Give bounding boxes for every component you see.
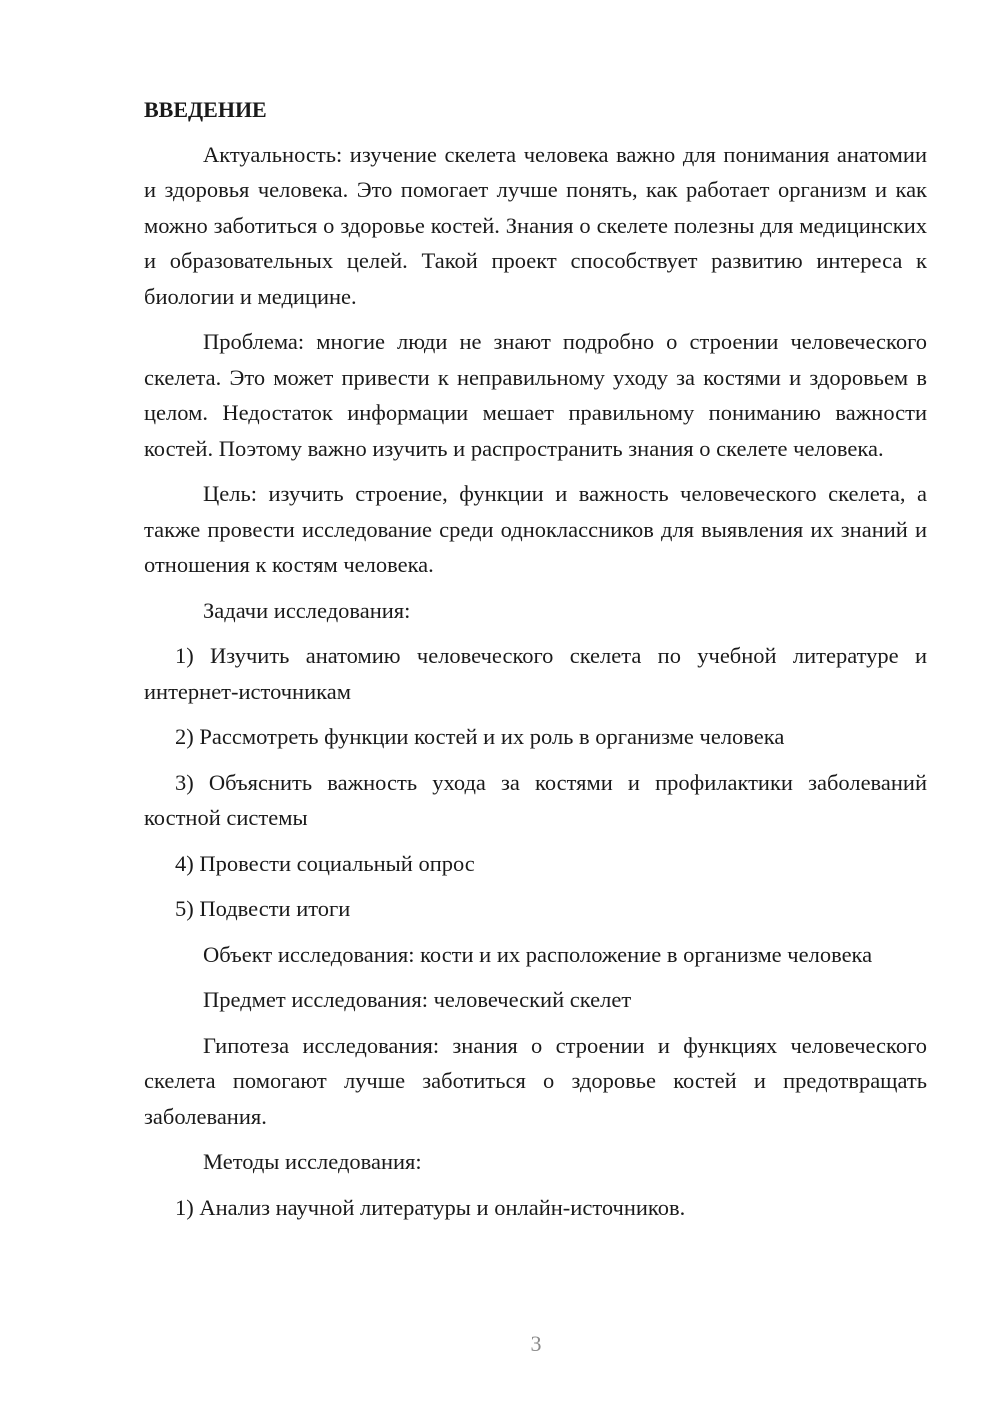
paragraph-object: Объект исследования: кости и их расположение в организме человека <box>203 941 873 967</box>
methods-heading: Методы исследования: <box>203 1149 422 1174</box>
task-item-1: 1) Изучить анатомию человеческого скелета по учебной литературе и интернет-источникам <box>144 643 927 704</box>
task-item-3: 3) Объяснить важность ухода за костями и профилактики заболеваний костной системы <box>144 769 927 830</box>
task-item-4: 4) Провести социальный опрос <box>175 850 475 876</box>
method-item-1: 1) Анализ научной литературы и онлайн-источников. <box>175 1194 686 1220</box>
tasks-heading: Задачи исследования: <box>203 597 411 623</box>
paragraph-problem: Проблема: многие люди не знают подробно о строении человеческого скелета. Это может привести к неправильному уходу за костями и здоровьем в целом. Недостаток информации мешает правильному пониманию важности костей. Поэтому важно изучить и распространить знания о скелете человека. <box>144 329 927 461</box>
paragraph-hypothesis: Гипотеза исследования: знания о строении и функциях человеческого скелета помогают лучше заботиться о здоровье костей и предотвращать заболевания. <box>144 1032 927 1129</box>
paragraph-subject: Предмет исследования: человеческий скелет <box>203 987 632 1012</box>
task-item-2: 2) Рассмотреть функции костей и их роль в организме человека <box>175 724 785 749</box>
paragraph-relevance: Актуальность: изучение скелета человека важно для понимания анатомии и здоровья человека. Это помогает лучше понять, как работает организм и как можно заботиться о здоровье костей. Знания о скелете полезны для медицинских и образовательных целей. Такой проект способствует развитию интереса к биологии и медицине. <box>144 141 927 309</box>
page-content <box>144 92 927 1235</box>
task-item-5: 5) Подвести итоги <box>175 896 351 921</box>
page-number: 3 <box>530 1331 542 1356</box>
page-title: ВВЕДЕНИЕ <box>144 97 267 122</box>
paragraph-goal: Цель: изучить строение, функции и важность человеческого скелета, а также провести исследование среди одноклассников для выявления их знаний и отношения к костям человека. <box>144 481 927 577</box>
